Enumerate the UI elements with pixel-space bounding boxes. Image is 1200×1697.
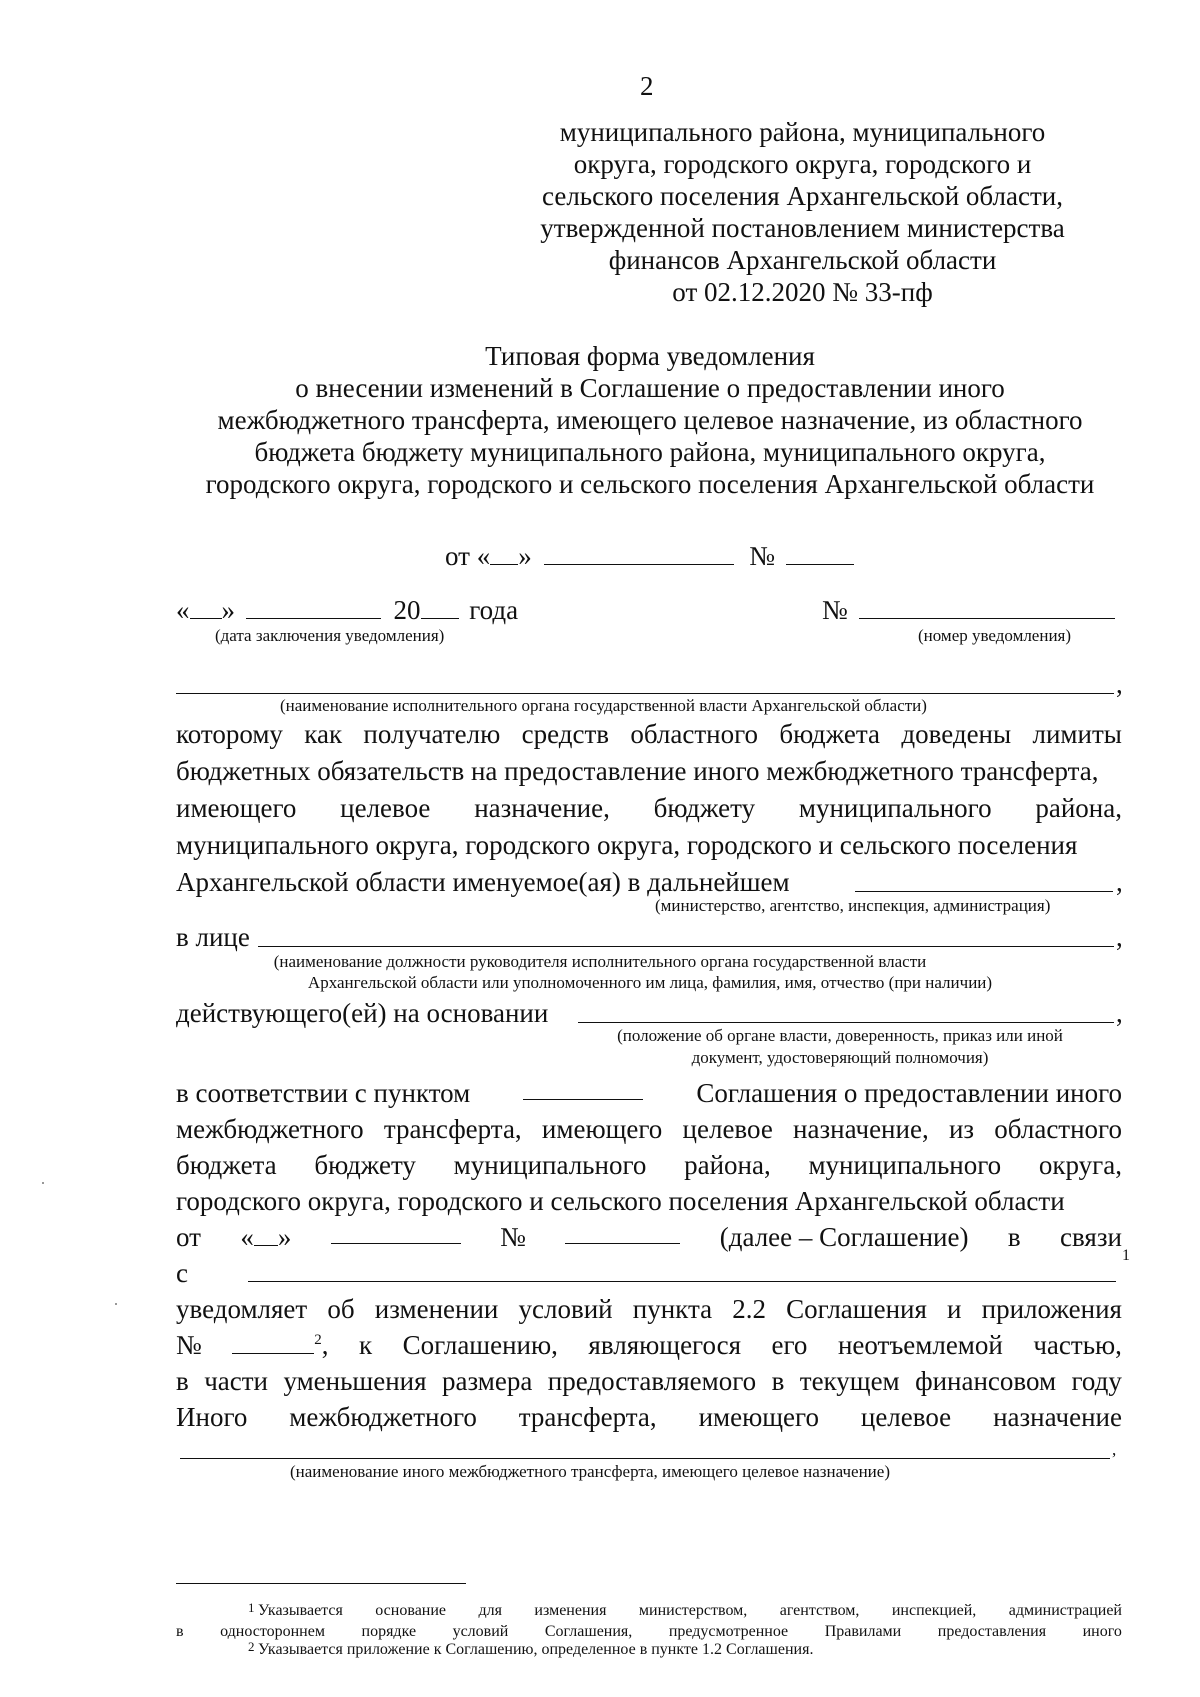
notice-day-blank[interactable] [190,596,222,619]
word: трансферта, [518,1402,657,1432]
word: бюджета [779,719,881,749]
word: округа, [1038,1150,1122,1180]
notice-number-blank[interactable] [859,596,1115,619]
word: части [204,1366,268,1396]
approval-line: финансов Архангельской области [608,245,997,275]
with-word: с [176,1258,188,1288]
connection-word: связи [1060,1222,1122,1252]
year-blank[interactable] [421,596,459,619]
word: условий [452,1623,509,1640]
day-blank[interactable] [490,542,518,565]
notice-number-caption: (номер уведомления) [918,626,1072,645]
title-line: Типовая форма уведомления [485,341,815,371]
word: инспекцией, [891,1602,977,1619]
body-line [176,1401,1122,1433]
word: Указывается [258,1602,343,1619]
word: одностороннем [220,1623,325,1640]
approval-line: муниципального района, муниципального [559,117,1046,147]
word: целевое [340,793,431,823]
named-later-comma: , [1116,867,1123,897]
word: изменении [374,1294,499,1324]
word: лимиты [1032,719,1122,749]
word: неотъемлемой [837,1330,1003,1360]
word: в [176,1623,184,1640]
clause-blank[interactable] [523,1077,643,1100]
word: администрацией [1008,1602,1122,1619]
word: района, [1035,793,1122,823]
in-person-label: в лице [176,922,250,952]
word: Иного [176,1402,248,1432]
word: и [947,1294,962,1324]
word: средств [521,719,609,749]
notice-date-caption: (дата заключения уведомления) [215,626,445,645]
footnote-1-mark: 1 [248,1600,255,1615]
title-line: межбюджетного трансферта, имеющего целевое назначение, из областного [217,405,1083,435]
named-later-text: Архангельской области именуемое(ая) в дальнейшем [176,867,790,897]
word: уведомляет [176,1294,308,1324]
agreement-day-blank[interactable] [254,1223,278,1246]
transfer-caption: (наименование иного межбюджетного трансферта, имеющего целевое назначение) [290,1462,890,1481]
body-line [176,792,1122,824]
word: трансферта, [383,1114,522,1144]
word: областного [994,1114,1122,1144]
body-line [176,1293,1122,1325]
annex-number-blank[interactable] [232,1331,314,1354]
form-date-line [445,540,854,572]
word: для [478,1602,502,1619]
word: агентством, [779,1602,860,1619]
body-line: муниципального округа, городского округа, городского и сельского поселения [176,830,1078,860]
close-quote: » [518,541,532,571]
word: областного [630,719,759,749]
footnote-2-mark: 2 [248,1639,255,1654]
transfer-name-blank[interactable] [180,1458,1110,1459]
acting-basis-label: действующего(ей) на основании [176,998,549,1028]
word: бюджету [653,793,756,823]
word: целевое [860,1402,952,1432]
word: основание [375,1602,447,1619]
hereinafter: (далее – Соглашение) [719,1222,969,1252]
footnote-separator [176,1583,466,1584]
word: предусмотренное [668,1623,789,1640]
agreement-number-blank[interactable] [565,1221,680,1244]
open-quote: « [176,595,190,625]
word: бюджету [314,1150,416,1180]
agreement-month-blank[interactable] [331,1221,461,1244]
word: текущем [799,1366,900,1396]
word: Соглашения, [544,1623,633,1640]
footnote-1-line [258,1601,1122,1620]
basis-comma: , [1116,998,1123,1028]
footnote-mark-1: 1 [1122,1247,1130,1264]
word: его [771,1330,808,1360]
title-line: бюджета бюджету муниципального района, муниципального округа, [254,437,1046,467]
named-later-caption: (министерство, агентство, инспекция, администрация) [655,896,1051,915]
number-sign: № [749,541,775,571]
word: целевое [682,1114,773,1144]
footnote-2-text: Указывается приложение к Соглашению, определенное в пункте 1.2 Соглашения. [258,1641,814,1658]
footnote-mark-2: 2 [314,1332,322,1348]
word: порядке [361,1623,417,1640]
word: назначение [993,1402,1122,1432]
word: являющегося [588,1330,742,1360]
word: в [771,1366,785,1396]
word: в [176,1366,189,1396]
person-comma: , [1116,922,1123,952]
notice-number [822,594,1115,626]
month-blank[interactable] [544,542,734,565]
accordance-start: в соответствии с пунктом [176,1078,471,1108]
notice-month-blank[interactable] [246,596,381,619]
word: получателю [363,719,501,749]
annex-line [176,1329,1122,1361]
approval-line: округа, городского округа, городского и [573,149,1032,179]
word: назначение, [474,793,610,823]
approval-block [520,116,1085,308]
word: как [304,719,343,749]
word: условий [518,1294,613,1324]
word: пункта [632,1294,713,1324]
word: к [359,1330,373,1360]
word: из [948,1114,975,1144]
word: Соглашению, [402,1330,558,1360]
approval-line: утвержденной постановлением министерства [540,213,1065,243]
word: финансовом [915,1366,1057,1396]
body-line: городского округа, городского и сельского поселения Архангельской области [176,1186,1065,1216]
notice-date-line [176,594,518,626]
form-title [150,340,1150,500]
word: об [327,1294,355,1324]
agreement-reference-line [176,1221,1122,1253]
accordance-end: Соглашения о предоставлении иного [696,1078,1122,1108]
agreement-date: « » [240,1222,292,1252]
authority-blank[interactable] [176,693,1114,694]
word: назначение, [793,1114,929,1144]
word: иного [1082,1623,1122,1640]
body-line [176,1077,1122,1109]
from-label: от « [445,541,491,571]
body-line: бюджетных обязательств на предоставление иного межбюджетного трансферта, [176,756,1099,786]
word: имеющего [541,1114,663,1144]
word: Правилами [824,1623,902,1640]
word: межбюджетного [176,1114,364,1144]
basis-caption: документ, удостоверяющий полномочия) [691,1048,989,1067]
word: района, [684,1150,771,1180]
word: доведены [901,719,1012,749]
word: изменения [534,1602,607,1619]
transfer-comma: , [1112,1440,1117,1459]
word: году [1071,1366,1122,1396]
word: размера [441,1366,533,1396]
approval-line: от 02.12.2020 № 33-пф [672,277,933,307]
authority-caption: (наименование исполнительного органа государственной власти Архангельской области) [280,696,927,715]
word: муниципального [798,793,992,823]
authority-comma: , [1116,669,1123,699]
body-line [176,718,1122,750]
scan-speck [42,1182,44,1184]
word: уменьшения [283,1366,427,1396]
year-suffix: года [469,595,519,625]
from-word: от [176,1222,201,1252]
word: межбюджетного [289,1402,477,1432]
reason-blank[interactable] [248,1281,1116,1282]
body-line [176,1149,1122,1181]
word: которому [176,719,283,749]
person-blank[interactable] [258,946,1114,947]
approval-line: сельского поселения Архангельской области, [542,181,1063,211]
word: приложения [981,1294,1122,1324]
word: бюджета [176,1150,277,1180]
body-line [176,1365,1122,1397]
word: имеющего [176,793,297,823]
word: Соглашения [786,1294,927,1324]
number-sign: № [822,595,848,625]
annex-number: $^2$, [232,1329,328,1361]
word: 2.2 [732,1294,766,1324]
year-prefix: 20 [393,595,421,625]
close-quote: » [221,595,235,625]
word: муниципального [453,1150,647,1180]
word: предоставления [937,1623,1047,1640]
title-line: городского округа, городского и сельского поселения Архангельской области [205,469,1095,499]
title-line: о внесении изменений в Соглашение о предоставлении иного [295,373,1005,403]
basis-caption: (положение об органе власти, доверенность, приказ или иной [617,1026,1063,1045]
page-number: 2 [640,71,654,101]
person-caption: (наименование должности руководителя исполнительного органа государственной власти [273,952,927,971]
named-later-blank[interactable] [855,891,1113,892]
word: предоставляемого [547,1366,757,1396]
word: частью, [1033,1330,1122,1360]
body-line [176,1113,1122,1145]
number-blank[interactable] [786,542,854,565]
word: муниципального [808,1150,1002,1180]
in-word: в [1007,1222,1021,1252]
annex-sign: № [176,1330,202,1360]
word: имеющего [698,1402,819,1432]
person-caption: Архангельской области или уполномоченного им лица, фамилия, имя, отчество (при наличии) [307,973,993,992]
number-sign: № [500,1222,526,1252]
word: министерством, [638,1602,748,1619]
basis-blank[interactable] [578,1022,1114,1023]
footnote-1-line [176,1622,1122,1641]
scan-speck [115,1303,117,1305]
